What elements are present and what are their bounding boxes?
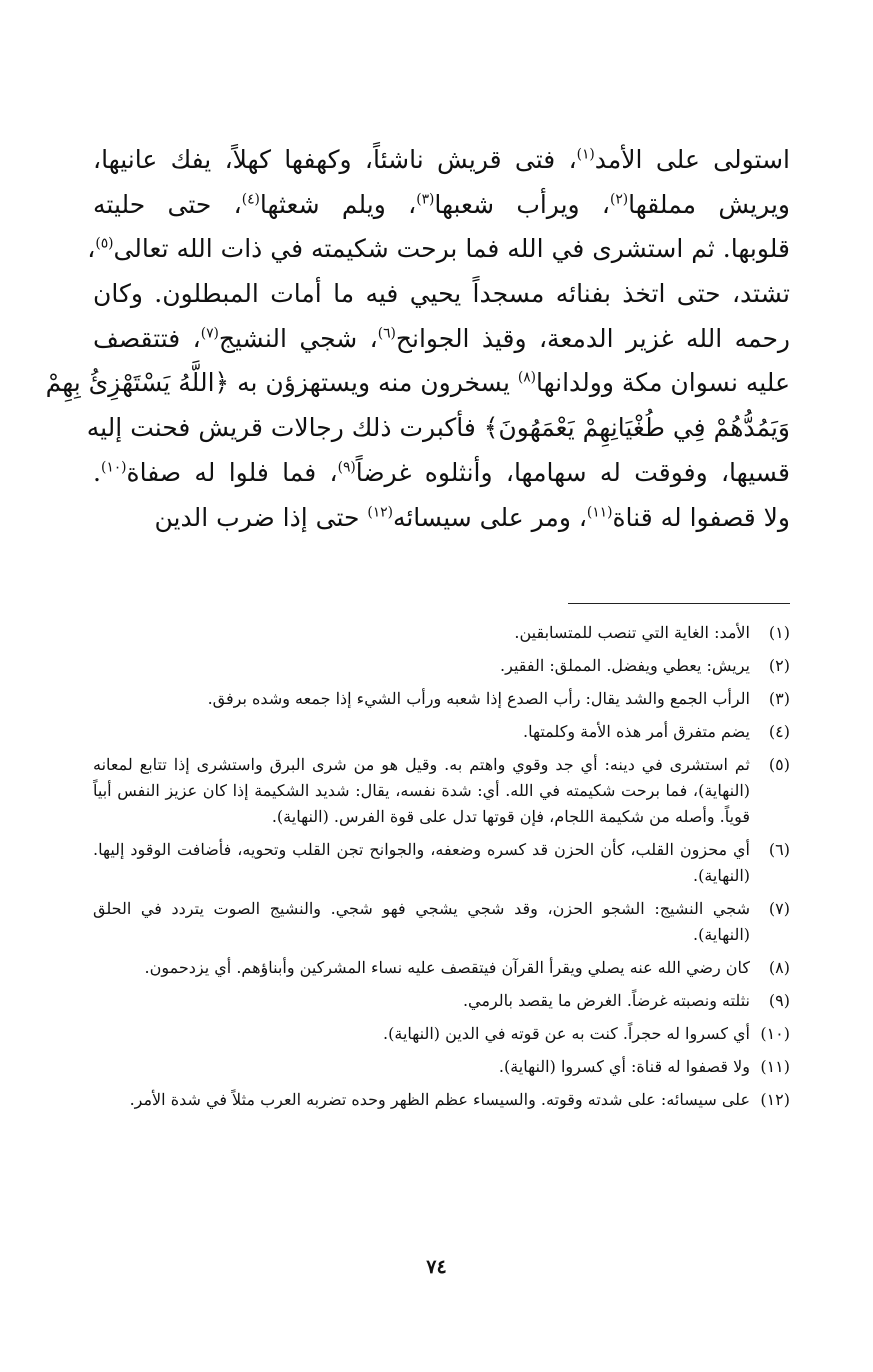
footnote-item <box>93 653 790 679</box>
footnote-ref-7: (٧) <box>200 325 219 342</box>
footnote-text: الرأب الجمع والشد يقال: رأب الصدع إذا شعبه ورأب الشيء إذا جمعه وشده برفق. <box>207 689 750 708</box>
footnote-item <box>93 719 790 745</box>
footnote-ref-11: (١١) <box>586 504 613 521</box>
footnote-text: الأمد: الغاية التي تنصب للمتسابقين. <box>514 623 750 642</box>
footnote-number: (٣) <box>768 689 790 708</box>
main-line-1-rest: ، فتى قريش ناشئاً، وكهفها كهلاً، يفك عانيها، <box>93 145 577 174</box>
main-line-2 <box>93 183 790 228</box>
main-line-9 <box>93 496 790 541</box>
main-line-2-rest3: ، حتى حليته <box>93 189 242 219</box>
footnote-item <box>93 1087 790 1113</box>
main-line-9-text: ولا قصفوا له قناة <box>612 502 790 532</box>
footnote-ref-3: (٣) <box>416 191 435 208</box>
main-line-1 <box>93 138 790 183</box>
main-line-3-rest: ، <box>87 234 96 264</box>
main-line-4 <box>93 272 790 317</box>
footnote-number: (٦) <box>768 840 790 859</box>
footnote-item <box>93 752 790 830</box>
main-line-4-text: تشتد، حتى اتخذ بفنائه مسجداً يحيي فيه ما أمات المبطلون. وكان <box>93 279 790 309</box>
footnote-text: كان رضي الله عنه يصلي ويقرأ القرآن فيتقصف عليه نساء المشركين وأبناؤهم. أي يزدحمون. <box>144 958 750 977</box>
footnote-item <box>93 837 790 889</box>
footnote-item <box>93 955 790 981</box>
main-line-5-rest: ، شجي النشيج <box>218 323 378 353</box>
footnote-number: (١١) <box>760 1057 790 1076</box>
main-line-3-text: قلوبها. ثم استشرى في الله فما برحت شكيمته في ذات الله تعالى <box>113 234 790 264</box>
footnote-text: ولا قصفوا له قناة: أي كسروا (النهاية). <box>498 1057 750 1076</box>
footnote-number: (٢) <box>768 656 790 675</box>
footnote-item <box>93 620 790 646</box>
main-line-2-rest: ، ويرأب شعبها <box>434 189 610 219</box>
main-line-8-text: قسيها، وفوقت له سهامها، وأنثلوه غرضاً <box>355 457 790 487</box>
footnote-item <box>93 896 790 948</box>
footnote-text: على سيسائه: على شدته وقوته. والسيساء عظم الظهر وحده تضربه العرب مثلاً في شدة الأمر. <box>129 1090 750 1109</box>
footnote-ref-4: (٤) <box>241 191 260 208</box>
footnote-item <box>93 1021 790 1047</box>
footnote-separator <box>568 603 790 604</box>
page-number: ٧٤ <box>426 1256 447 1278</box>
footnote-number: (٩) <box>768 991 790 1010</box>
main-line-9-rest2: حتى إذا ضرب الدين <box>154 502 368 532</box>
main-line-5-text: رحمه الله غزير الدمعة، وقيذ الجوانح <box>395 323 790 353</box>
main-line-1-text: استولى على الأمد <box>594 145 790 174</box>
footnote-number: (١٢) <box>760 1090 790 1109</box>
footnote-text: ثم استشرى في دينه: أي جد وقوي واهتم به. وقيل هو من شرى البرق واستشرى إذا تتابع لمعانه (النهاية)، فما برحت شكيمته في الله. أي: شدة نفسه، يقال: شديد الشكيمة إذا كان عزيز النفس أبياً قوياً. وأصله من شكيمة اللجام، فإن قوتها تدل على قوة الفرس. (النهاية). <box>93 755 750 826</box>
footnote-ref-10: (١٠) <box>100 459 127 476</box>
main-line-7-text: وَيَمُدُّهُمْ فِي طُغْيَانِهِمْ يَعْمَهُونَ﴾ فأكبرت ذلك رجالات قريش فحنت إليه <box>86 413 790 443</box>
footnote-ref-5: (٥) <box>95 236 114 253</box>
main-paragraph <box>45 138 791 540</box>
main-line-8-rest: ، فما فلوا له صفاة <box>126 457 338 487</box>
main-line-6-rest: يسخرون منه ويستهزؤن به ﴿اللَّهُ يَسْتَهْزِئُ بِهِمْ <box>45 368 518 398</box>
footnote-text: نثلته ونصبته غرضاً. الغرض ما يقصد بالرمي. <box>462 991 750 1010</box>
footnote-number: (٥) <box>768 755 790 774</box>
main-line-8-rest2: . <box>93 457 101 487</box>
footnote-ref-2: (٢) <box>610 191 629 208</box>
main-line-6-text: عليه نسوان مكة وولدانها <box>536 368 790 398</box>
footnote-number: (٨) <box>768 958 790 977</box>
footnote-item <box>93 1054 790 1080</box>
footnote-item <box>93 686 790 712</box>
main-line-2-text: ويريش مملقها <box>628 189 791 219</box>
footnote-text: شجي النشيج: الشجو الحزن، وقد شجي يشجي فهو شجي. والنشيج الصوت يتردد في الحلق (النهاية). <box>93 899 750 944</box>
footnote-ref-6: (٦) <box>377 325 396 342</box>
footnote-ref-12: (١٢) <box>367 504 393 521</box>
main-line-6 <box>45 361 790 406</box>
footnote-text: أي محزون القلب، كأن الحزن قد كسره وضعفه، والجوانح تجن القلب وتحويه، فأضافت الوقود إليها. (النهاية). <box>93 840 750 885</box>
footnote-number: (١) <box>768 623 790 642</box>
footnote-number: (٧) <box>768 899 790 918</box>
main-line-5-rest2: ، فتتقصف <box>93 323 201 353</box>
main-text-block <box>45 138 791 540</box>
main-line-2-rest2: ، ويلم شعثها <box>259 189 417 219</box>
footnote-ref-1: (١) <box>576 146 595 163</box>
footnote-text: يريش: يعطي ويفضل. المملق: الفقير. <box>500 656 750 675</box>
main-line-8 <box>93 451 790 496</box>
footnote-number: (١٠) <box>760 1024 790 1043</box>
main-line-7 <box>86 406 790 451</box>
main-line-5 <box>93 317 790 362</box>
footnote-number: (٤) <box>768 722 790 741</box>
footnotes-list <box>93 620 790 1120</box>
main-line-9-rest: ، ومر على سيسائه <box>392 502 587 532</box>
footnote-ref-8: (٨) <box>517 370 536 387</box>
footnote-item <box>93 988 790 1014</box>
footnote-text: يضم متفرق أمر هذه الأمة وكلمتها. <box>523 722 750 741</box>
main-line-3 <box>87 227 790 272</box>
footnote-text: أي كسروا له حجراً. كنت به عن قوته في الدين (النهاية). <box>383 1024 750 1043</box>
footnote-ref-9: (٩) <box>337 459 356 476</box>
